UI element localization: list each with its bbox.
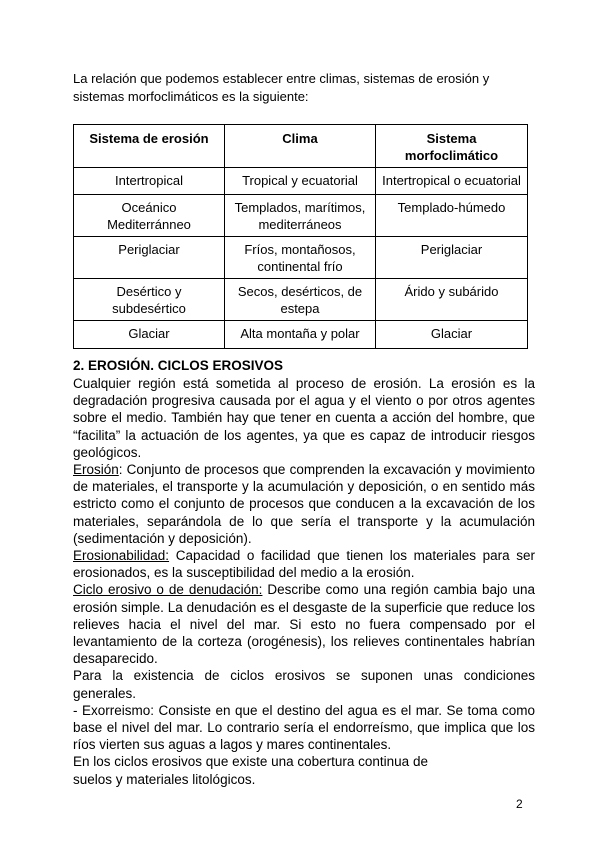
body-paragraph-line: En los ciclos erosivos que existe una cobertura continua de: [73, 754, 428, 770]
body-paragraph: Cualquier región está sometida al proceso de erosión. La erosión es la degradación progresiva causada por el agua y el viento o por otros agentes sobre el medio. También hay que tener en cuenta a acción del hombre, que “facilita” la actuación de los agentes, ya que es capaz de introducir riesgos geológicos.: [73, 376, 535, 460]
table-cell: Templado-húmedo: [376, 195, 528, 237]
table-cell: Árido y subárido: [376, 279, 528, 321]
table-cell: Alta montaña y polar: [225, 321, 376, 349]
table-row: [74, 168, 528, 195]
table-cell: Glaciar: [376, 321, 528, 349]
table-cell: Secos, desérticos, de estepa: [225, 279, 376, 321]
definition-term: Ciclo erosivo o de denudación:: [73, 582, 263, 598]
table-header-row: [74, 125, 528, 168]
table-cell: Intertropical: [74, 168, 225, 195]
erosion-section: [73, 357, 535, 788]
definition-text: Describe como una región cambia bajo una erosión simple. La denudación es el desgaste de la superficie que reduce los relieves hacia el nivel del mar. Si esto no fuera compensado por el levantamiento de la corteza (orogénesis), los relieves continentales habrían desaparecido.: [73, 582, 536, 667]
table-cell: Glaciar: [74, 321, 225, 349]
table-header-cell: Sistema de erosión: [74, 125, 225, 168]
body-paragraph: Para la existencia de ciclos erosivos se suponen unas condiciones generales.: [73, 668, 535, 701]
table-cell: Intertropical o ecuatorial: [376, 168, 528, 195]
section-heading: 2. EROSIÓN. CICLOS EROSIVOS: [73, 358, 284, 373]
table-header-cell: Sistema morfoclimático: [376, 125, 528, 168]
table-row: [74, 321, 528, 349]
definition-term: Erosión: [73, 462, 119, 478]
intro-paragraph: La relación que podemos establecer entre climas, sistemas de erosión y sistemas morfoclimáticos es la siguiente:: [73, 71, 490, 104]
body-paragraph: - Exorreismo: Consiste en que el destino del agua es el mar. Se toma como base el nivel del mar. Lo contrario sería el endorreísmo, que implica que los ríos vierten sus aguas a lagos y mares continentales.: [73, 702, 535, 753]
table-cell: Periglaciar: [376, 237, 528, 279]
table-row: [74, 279, 528, 321]
table-row: [74, 195, 528, 237]
definition-erosionabilidad: [73, 547, 535, 581]
table-header-cell: Clima: [225, 125, 376, 168]
table-cell: Tropical y ecuatorial: [225, 168, 376, 195]
table-cell: Fríos, montañosos, continental frío: [225, 237, 376, 279]
body-paragraph-line: suelos y materiales litológicos.: [73, 771, 256, 787]
table-cell: Desértico y subdesértico: [74, 279, 225, 321]
definition-ciclo-erosivo: [73, 581, 535, 667]
table-cell: Templados, marítimos, mediterráneos: [225, 195, 376, 237]
table-cell: Oceánico Mediterránneo: [74, 195, 225, 237]
definition-text: Capacidad o facilidad que tienen los materiales para ser erosionados, es la susceptibilidad del medio a la erosión.: [73, 548, 535, 581]
definition-text: : Conjunto de procesos que comprenden la excavación y movimiento de materiales, el transporte y la acumulación y deposición, o en sentido más estricto como el conjunto de procesos que conducen a la excavación de los materiales, separándola de lo que sería el transporte y la acumulación (sedimentación y deposición).: [73, 462, 535, 546]
definition-term: Erosionabilidad:: [73, 548, 170, 564]
page-number: 2: [516, 797, 523, 811]
table-row: [74, 237, 528, 279]
erosion-climate-table: [73, 124, 528, 349]
table-cell: Periglaciar: [74, 237, 225, 279]
definition-erosion: [73, 461, 535, 547]
